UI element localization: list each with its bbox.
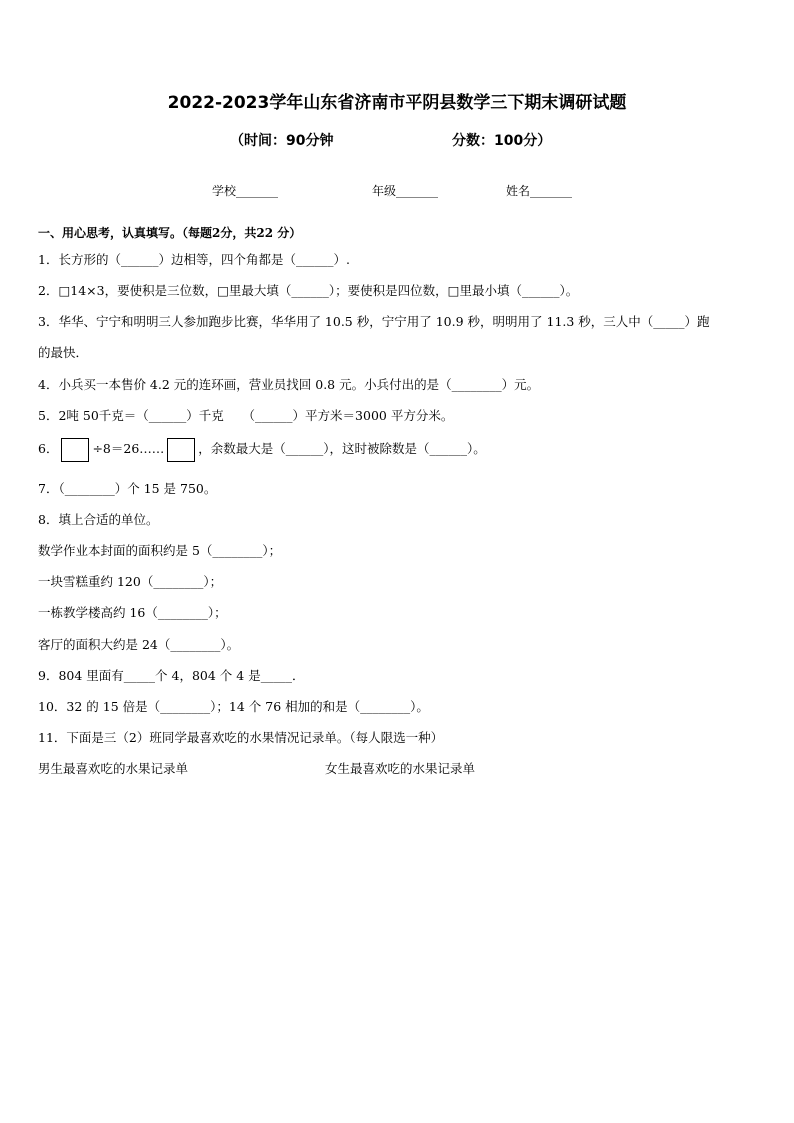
- question-11: 11．下面是三（2）班同学最喜欢吃的水果情况记录单。（每人限选一种）: [38, 730, 444, 745]
- school-field: 学校_______: [212, 184, 279, 198]
- question-9: 9．804 里面有_____个 4，804 个 4 是_____．: [38, 668, 305, 683]
- question-8-d: 客厅的面积大约是 24（________）。: [38, 637, 240, 652]
- girls-record-title: 女生最喜欢吃的水果记录单: [325, 761, 476, 776]
- question-7: 7．（________）个 15 是 750。: [38, 481, 217, 496]
- question-4: 4．小兵买一本售价 4.2 元的连环画，营业员找回 0.8 元。小兵付出的是（________）元。: [38, 377, 540, 392]
- exam-time: （时间：90分钟: [230, 133, 334, 149]
- boys-record-title: 男生最喜欢吃的水果记录单: [38, 761, 189, 776]
- question-5: 5．2吨 50千克＝（______）千克 （______）平方米＝3000 平方分米。: [38, 408, 454, 423]
- question-3-line2: 的最快．: [38, 345, 89, 360]
- question-1: 1．长方形的（______）边相等，四个角都是（______）.: [38, 252, 350, 267]
- question-6-mid: ÷8＝26……: [92, 441, 165, 456]
- question-3-line1: 3．华华、宁宁和明明三人参加跑步比赛，华华用了 10.5 秒，宁宁用了 10.9 秒，明明用了 11.3 秒，三人中（_____）跑: [38, 314, 710, 329]
- grade-field: 年级_______: [372, 184, 439, 198]
- question-8: 8．填上合适的单位。: [38, 512, 159, 527]
- question-6: [38, 437, 486, 462]
- question-6-prefix: 6．: [38, 441, 59, 456]
- question-8-c: 一栋教学楼高约 16（________）；: [38, 605, 227, 620]
- section-heading: 一、用心思考，认真填写。（每题2分，共22 分）: [38, 226, 302, 240]
- exam-score: 分数：100分）: [452, 133, 552, 149]
- name-field: 姓名_______: [506, 184, 573, 198]
- answer-box-remainder[interactable]: [167, 438, 195, 462]
- question-8-a: 数学作业本封面的面积约是 5（________）；: [38, 543, 282, 558]
- question-10: 10．32 的 15 倍是（________）；14 个 76 相加的和是（________）。: [38, 699, 429, 714]
- answer-box-dividend[interactable]: [61, 438, 89, 462]
- question-8-b: 一块雪糕重约 120（________）；: [38, 574, 223, 589]
- exam-title: 2022-2023学年山东省济南市平阴县数学三下期末调研试题: [167, 93, 627, 113]
- question-2: 2．□14×3，要使积是三位数，□里最大填（______）；要使积是四位数，□里最小填（______）。: [38, 283, 579, 298]
- question-6-suffix: ，余数最大是（______），这时被除数是（______）。: [198, 441, 486, 456]
